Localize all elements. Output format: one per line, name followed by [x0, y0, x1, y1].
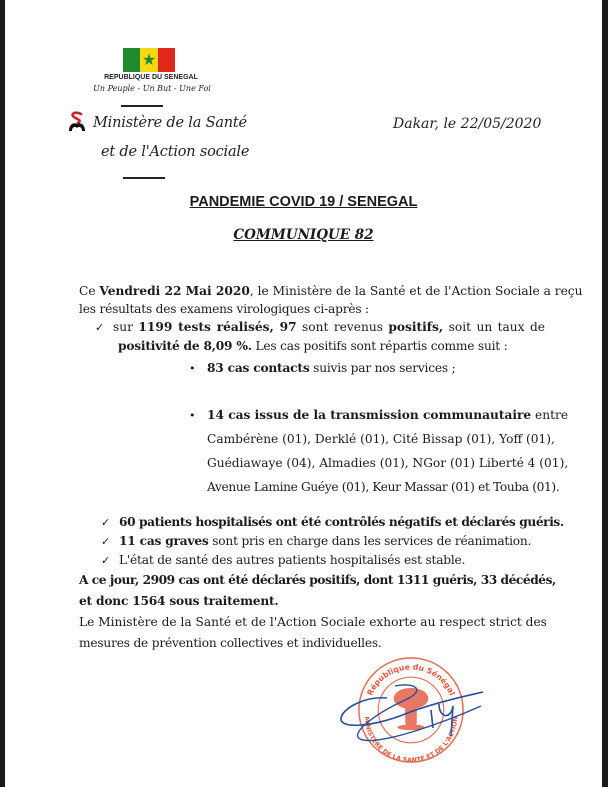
check-icon: ✓ — [101, 535, 111, 548]
locality-line: Cambérène (01), Derklé (01), Cité Bissap (01), Yoff (01), — [207, 432, 555, 446]
tests-line2 — [118, 338, 545, 354]
document-date: Dakar, le 22/05/2020 — [393, 116, 542, 132]
breakdown-item — [189, 360, 545, 377]
hospital-item — [101, 533, 545, 550]
positivity-rate: positivité de 8,09 %. — [118, 339, 252, 353]
summary-line2: et donc 1564 sous traitement. — [79, 594, 279, 608]
tests-t1: sur — [113, 320, 139, 334]
tests-t2: sont revenus — [296, 320, 389, 334]
ministry-name-line1: Ministère de la Santé — [93, 115, 247, 131]
country-name: REPUBLIQUE DU SENEGAL — [104, 74, 198, 81]
divider-top — [121, 105, 163, 107]
divider-bottom — [123, 177, 165, 179]
hospital-item — [101, 514, 564, 531]
hospital-item — [101, 552, 545, 569]
intro-line2: les résultats des examens virologiques ci-après : — [79, 302, 369, 316]
breakdown-bold: 14 cas issus de la transmission communautaire — [207, 408, 532, 422]
ministry-logo-icon — [65, 111, 89, 133]
check-icon: ✓ — [101, 516, 110, 529]
intro-pre: Ce — [79, 284, 100, 298]
communique-number: COMMUNIQUE 82 — [233, 227, 374, 243]
check-icon: ✓ — [101, 554, 111, 567]
tests-positive: positifs, — [388, 320, 444, 334]
tests-count: 1199 tests réalisés, 97 — [138, 320, 297, 334]
closing-line1: Le Ministère de la Santé et de l'Action Sociale exhorte au respect strict des — [79, 615, 547, 629]
bullet-icon: • — [189, 362, 196, 375]
tests-t4: Les cas positifs sont répartis comme suit : — [251, 339, 508, 353]
seal-top-text: République du Sénégal — [365, 662, 457, 697]
document-title: PANDEMIE COVID 19 / SENEGAL — [189, 194, 418, 210]
check-icon: ✓ — [95, 321, 105, 334]
signature — [335, 676, 485, 746]
locality-line: Guédiawaye (04), Almadies (01), NGor (01) Liberté 4 (01), — [207, 456, 569, 470]
tests-t3: soit un taux de — [443, 320, 545, 334]
bullet-icon: • — [189, 409, 196, 422]
breakdown-text: suivis par nos services ; — [309, 361, 456, 375]
breakdown-item — [189, 407, 569, 424]
flag-red-band — [158, 48, 175, 72]
breakdown-text: entre — [531, 408, 569, 422]
breakdown-bold: 83 cas contacts — [207, 361, 310, 375]
locality-line: Avenue Lamine Guéye (01), Keur Massar (01) et Touba (01). — [207, 480, 560, 494]
hospital-bold: 11 cas graves — [119, 534, 209, 548]
intro-post: , le Ministère de la Santé et de l'Action Sociale a reçu — [249, 284, 583, 298]
seal-bottom-text: MINISTERE DE LA SANTE ET DE L'ACTION — [362, 716, 460, 764]
closing-line2: mesures de prévention collectives et individuelles. — [79, 636, 382, 650]
tests-line1 — [95, 319, 545, 336]
hospital-text: L'état de santé des autres patients hospitalisés est stable. — [119, 553, 466, 567]
intro-line1 — [79, 283, 583, 299]
summary-line1: A ce jour, 2909 cas ont été déclarés positifs, dont 1311 guéris, 33 décédés, — [79, 573, 556, 587]
intro-date: Vendredi 22 Mai 2020 — [99, 284, 250, 298]
hospital-bold: 60 patients hospitalisés ont été contrôlés négatifs et déclarés guéris. — [119, 515, 564, 529]
national-motto: Un Peuple - Un But - Une Foi — [93, 84, 211, 93]
ministry-name-line2: et de l'Action sociale — [101, 144, 250, 160]
document-page — [5, 0, 602, 787]
flag-green-band — [123, 48, 140, 72]
hospital-text: sont pris en charge dans les services de réanimation. — [208, 534, 532, 548]
flag-yellow-band — [140, 48, 157, 72]
senegal-flag — [123, 48, 175, 72]
star-icon: ★ — [141, 50, 157, 69]
